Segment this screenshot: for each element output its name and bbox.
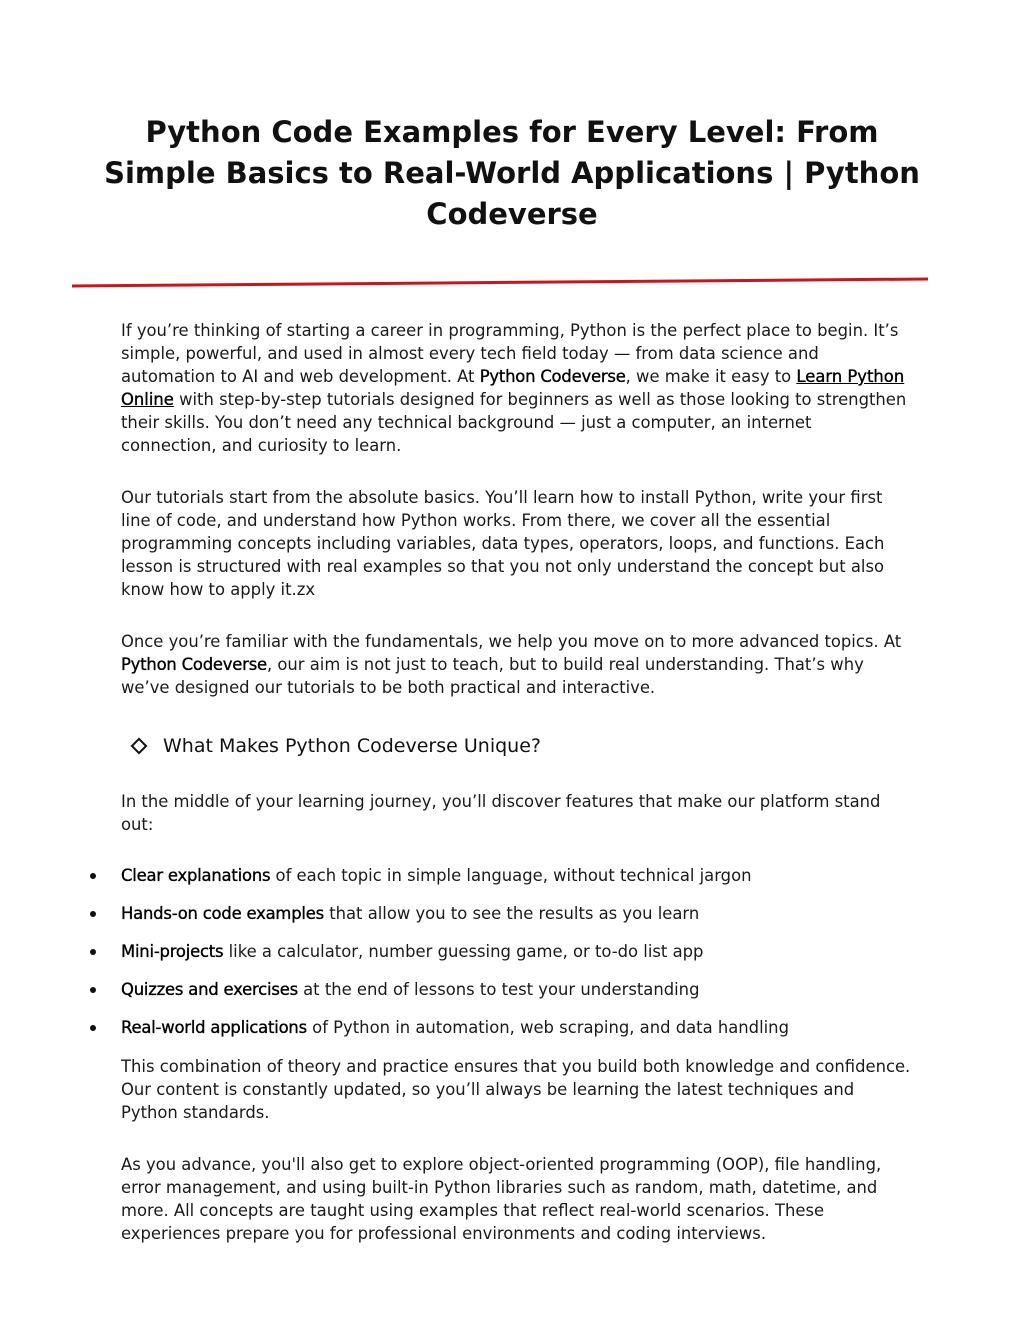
divider-line [72, 279, 928, 286]
bullet-dot-icon [90, 987, 96, 993]
list-item [0, 864, 1024, 902]
bullet-dot-icon [90, 873, 96, 879]
intro-section [121, 319, 911, 699]
paragraph-text: If you’re thinking of starting a career in programming, Python is the perfect place to begin. It’s simple, powerful, and used in almost every tech field today — from data science and automation to AI and web development. At [121, 321, 899, 386]
feature-bold: Real-world applications [121, 1018, 307, 1037]
feature-text: of each topic in simple language, without technical jargon [270, 866, 752, 885]
feature-text: at the end of lessons to test your understanding [297, 980, 700, 999]
feature-bold: Quizzes and exercises [121, 980, 298, 999]
feature-list [0, 864, 1024, 1054]
feature-bold: Clear explanations [121, 866, 271, 885]
feature-bold: Mini-projects [121, 942, 224, 961]
bullet-dot-icon [90, 949, 96, 955]
document-title: Python Code Examples for Every Level: From Simple Basics to Real-World Applications | Python Codeverse [104, 115, 920, 231]
list-item [0, 978, 1024, 1016]
list-item [0, 940, 1024, 978]
feature-text: that allow you to see the results as you learn [323, 904, 700, 923]
paragraph-text: , our aim is not just to teach, but to build real understanding. That’s why we’ve designed our tutorials to be both practical and interactive. [121, 655, 864, 697]
bullet-dot-icon [90, 911, 96, 917]
brand-name: Python Codeverse [479, 367, 626, 386]
paragraph-intro [121, 319, 911, 457]
list-item [0, 1016, 1024, 1054]
paragraph-text: with step-by-step tutorials designed for beginners as well as those looking to strengthen their skills. You don’t need any technical background — just a computer, an internet connection, and curiosity to learn. [121, 390, 907, 455]
section-intro: In the middle of your learning journey, you’ll discover features that make our platform stand out: [121, 792, 881, 834]
bullet-dot-icon [90, 1025, 96, 1031]
diamond-bullet-icon [131, 738, 148, 755]
list-item [0, 902, 1024, 940]
paragraph-fundamentals [121, 630, 911, 699]
paragraph-text: Once you’re familiar with the fundamentals, we help you move on to more advanced topics. At [121, 632, 902, 651]
title-divider-rule [72, 276, 928, 290]
feature-text: of Python in automation, web scraping, and data handling [306, 1018, 789, 1037]
paragraph-tutorials: Our tutorials start from the absolute basics. You’ll learn how to install Python, write your first line of code, and understand how Python works. From there, we cover all the essential programming concepts including variables, data types, operators, loops, and functions. Each lesson is structured with real examples so that you not only understand the concept but also know how to apply it.zx [121, 488, 885, 599]
feature-bold: Hands-on code examples [121, 904, 324, 923]
feature-text: like a calculator, number guessing game, or to-do list app [223, 942, 704, 961]
paragraph-combination: This combination of theory and practice ensures that you build both knowledge and confidence. Our content is constantly updated, so you’ll always be learning the latest techniques and Python standards. [121, 1057, 911, 1122]
paragraph-advanced: As you advance, you'll also get to explore object-oriented programming (OOP), file handling, error management, and using built-in Python libraries such as random, math, datetime, and more. All concepts are taught using examples that reflect real-world scenarios. These experiences prepare you for professional environments and coding interviews. [121, 1155, 882, 1243]
section-heading-text: What Makes Python Codeverse Unique? [163, 735, 541, 757]
section-heading [131, 733, 911, 759]
learn-python-online-link[interactable]: Learn Python Online [121, 367, 905, 409]
paragraph-text: , we make it easy to [625, 367, 797, 386]
brand-name: Python Codeverse [121, 655, 267, 674]
